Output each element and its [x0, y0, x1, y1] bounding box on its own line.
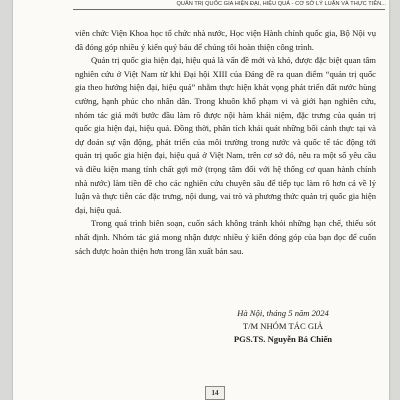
author-group: T/M NHÓM TÁC GIẢ	[242, 321, 324, 331]
book-page	[13, 0, 389, 400]
page-number: 14	[205, 386, 225, 400]
header-rule	[73, 9, 385, 10]
body-text	[75, 27, 376, 258]
place-date: Hà Nội, tháng 5 năm 2024	[237, 308, 329, 318]
paragraph-continuation: viên chức Viện Khoa học tổ chức nhà nước, Học viện Hành chính quốc gia, Bộ Nội vụ đã đóng góp nhiều ý kiến quý báu để chúng tôi hoàn thiện công trình.	[75, 28, 376, 52]
paragraph-closing: Trong quá trình biên soạn, cuốn sách không tránh khỏi những hạn chế, thiếu sót nhất định. Nhóm tác giả mong nhận được nhiều ý kiến đóng góp của bạn đọc để cuốn sách được hoàn thiện hơn trong lần xuất bản sau.	[75, 218, 376, 256]
paragraph-main: Quản trị quốc gia hiện đại, hiệu quả là vấn đề mới và khó, được đặc biệt quan tâm nghiên cứu ở Việt Nam từ khi Đại hội XIII của Đảng đề ra quan điểm “quản trị quốc gia theo hướng hiện đại, hiệu quả” nhằm thực hiện khát vọng phát triển đất nước hùng cường, hạnh phúc cho nhân dân. Trong khuôn khổ phạm vi và giới hạn nghiên cứu, nhóm tác giả mới bước đầu làm rõ được nội hàm khái niệm, đặc trưng của quản trị quốc gia hiện đại, hiệu quả. Đồng thời, phân tích khái quát những bối cảnh thực tại và dự đoán sự vận động, phát triển của môi trường trong nước và quốc tế tác động tới quản trị quốc gia hiện đại, hiệu quả ở Việt Nam, trên cơ sở đó, nêu ra một số yêu cầu và điều kiện mang tính chất gợi mở (trọng tâm đối với hệ thống cơ quan hành chính nhà nước) làm tiền đề cho các nghiên cứu chuyên sâu để tiếp tục làm rõ hơn cả về lý luận và thực tiễn các đặc trưng, nội dung, vai trò và phương thức quản trị quốc gia hiện đại, hiệu quả.	[75, 55, 376, 215]
author-name: PGS.TS. Nguyễn Bá Chiến	[233, 334, 333, 344]
signature-block	[213, 307, 353, 346]
running-header: QUẢN TRỊ QUỐC GIA HIỆN ĐẠI, HIỆU QUẢ - CƠ SỞ LÝ LUẬN VÀ THỰC TIỄN...	[176, 1, 386, 7]
